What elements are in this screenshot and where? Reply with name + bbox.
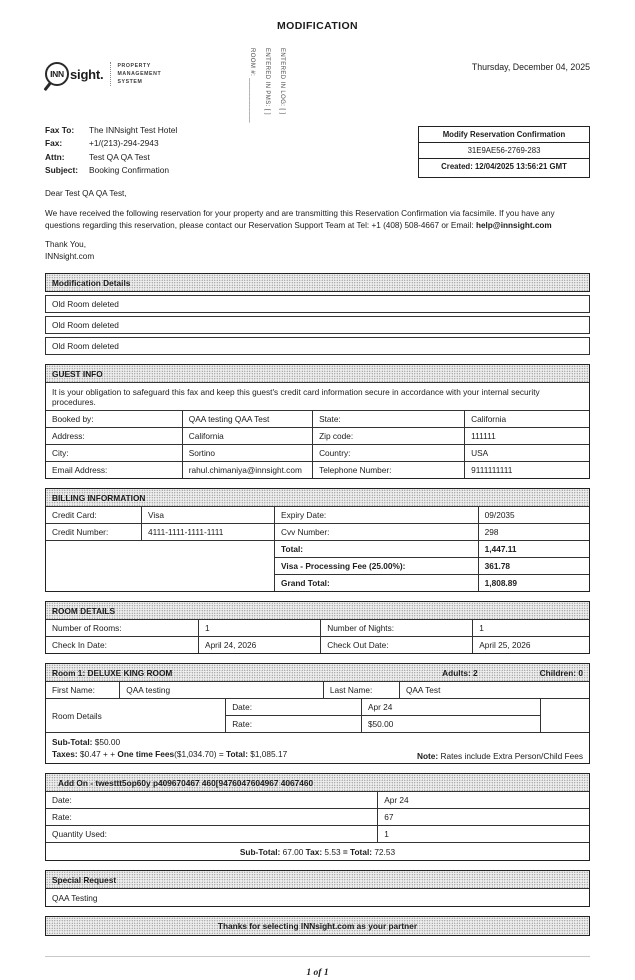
table-row <box>46 444 589 461</box>
fax-to-value: The INNsight Test Hotel <box>89 125 178 135</box>
tagline-line: MANAGEMENT <box>117 71 162 78</box>
document-date: Thursday, December 04, 2025 <box>471 62 590 72</box>
field-label: Number of Rooms: <box>52 623 122 634</box>
field-value: California <box>182 428 312 444</box>
first-name-value: QAA testing <box>119 682 323 698</box>
processing-fee-value: 361.78 <box>478 557 589 574</box>
note-text: Rates include Extra Person/Child Fees <box>438 750 583 761</box>
special-request-value: QAA Testing <box>46 888 589 906</box>
date-value: Apr 24 <box>361 699 540 715</box>
fax-header-row <box>45 124 590 178</box>
room-subtotal-row <box>46 732 589 763</box>
office-stamps <box>249 48 285 122</box>
taxes-value: $0.47 + + <box>77 749 118 760</box>
modification-row: Old Room deleted <box>45 337 590 355</box>
page-number: 1 of 1 <box>306 968 329 979</box>
attn-label: Attn: <box>45 151 65 162</box>
field-label: State: <box>312 411 464 427</box>
addon-subtotal-value: 67.00 <box>280 846 306 857</box>
field-value: Visa <box>141 507 274 523</box>
room-total-label: Total: <box>226 749 248 760</box>
field-value: 1 <box>377 826 589 842</box>
field-value: April 24, 2026 <box>198 637 320 653</box>
fax-number-label: Fax: <box>45 138 63 149</box>
empty-cell <box>540 699 589 732</box>
field-value: rahul.chimaniya@innsight.com <box>182 462 312 478</box>
modification-row: Old Room deleted <box>45 295 590 313</box>
field-value: Sortino <box>182 445 312 461</box>
addon-section <box>45 773 590 861</box>
last-name-label: Last Name: <box>323 682 399 698</box>
fax-number-value: +1/(213)-294-2943 <box>89 138 159 149</box>
rate-label: Rate: <box>225 715 361 732</box>
innsight-logo <box>45 62 161 86</box>
field-value: USA <box>464 445 589 461</box>
field-value: 09/2035 <box>478 507 589 523</box>
logo-tagline <box>110 62 161 86</box>
adults-count: Adults: 2 <box>442 667 478 678</box>
fax-to-label: Fax To: <box>45 125 75 135</box>
field-label: City: <box>52 448 69 459</box>
table-row <box>46 825 589 842</box>
total-value: 1,447.11 <box>478 541 589 557</box>
field-label: Booked by: <box>52 414 94 425</box>
subject-value: Booking Confirmation <box>89 165 170 176</box>
grand-total-label: Grand Total: <box>274 574 478 591</box>
confirmation-id: 31E9AE56-2769-283 <box>419 142 589 158</box>
guest-name-row <box>46 681 589 698</box>
room-number-stamp: ROOM #: ____________ <box>249 48 256 124</box>
room-total-value: $1,085.17 <box>247 749 288 760</box>
field-value: 9111111111 <box>464 462 589 478</box>
one-time-fees-value: ($1,034.70) = <box>174 749 226 760</box>
taxes-label: Taxes: <box>52 749 78 760</box>
addon-total-value: 72.53 <box>372 846 396 857</box>
special-request-section <box>45 870 590 907</box>
letter-closing <box>45 239 590 263</box>
modification-row: Old Room deleted <box>45 316 590 334</box>
signature: INNsight.com <box>45 252 95 262</box>
field-label: Check Out Date: <box>320 637 472 653</box>
processing-fee-label: Visa - Processing Fee (25.00%): <box>274 557 478 574</box>
special-request-header: Special Request <box>46 871 589 888</box>
field-label: Telephone Number: <box>312 462 464 478</box>
field-value: April 25, 2026 <box>472 637 589 653</box>
table-row <box>46 461 589 478</box>
field-label: Credit Card: <box>52 510 97 521</box>
table-row <box>46 427 589 444</box>
field-value: 1 <box>198 620 320 636</box>
letter-body <box>45 188 590 263</box>
billing-information-section <box>45 488 590 592</box>
table-row <box>46 808 589 825</box>
field-label: Email Address: <box>52 465 108 476</box>
rates-note <box>417 751 583 761</box>
document-header <box>45 46 590 122</box>
fax-recipient-block <box>45 124 177 178</box>
table-row <box>46 636 589 653</box>
page-footer <box>45 956 590 980</box>
addon-tax-label: Tax: <box>305 846 323 857</box>
first-name-label: First Name: <box>52 685 95 696</box>
field-value: 67 <box>377 809 589 825</box>
addon-tax-value: 5.53 <box>322 846 343 857</box>
field-label: Rate: <box>52 812 72 823</box>
room-subtotal-line <box>52 736 287 748</box>
modification-details-section <box>45 273 590 355</box>
children-count: Children: 0 <box>539 667 583 678</box>
confirmation-title: Modify Reservation Confirmation <box>442 130 566 139</box>
addon-subtotal-label: Sub-Total: <box>239 846 281 857</box>
field-label: Cvv Number: <box>274 524 478 540</box>
tagline-line: SYSTEM <box>117 79 143 86</box>
addon-total-label: = Total: <box>342 846 373 857</box>
field-value: 4111-1111-1111-1111 <box>141 524 274 540</box>
thank-you: Thank You, <box>45 240 86 250</box>
greeting: Dear Test QA QA Test, <box>45 188 127 198</box>
magnifier-icon <box>45 62 69 86</box>
subtotal-value: $50.00 <box>92 736 121 747</box>
modification-details-header: Modification Details <box>45 273 590 292</box>
field-label: Credit Number: <box>52 527 109 538</box>
field-value: California <box>464 411 589 427</box>
room-taxes-line <box>52 748 287 760</box>
field-value: 1 <box>472 620 589 636</box>
note-label: Note: <box>416 750 439 761</box>
guest-info-header: GUEST INFO <box>46 365 589 382</box>
date-label: Date: <box>225 699 361 715</box>
field-label: Address: <box>52 431 85 442</box>
table-row <box>46 791 589 808</box>
table-row <box>46 523 589 540</box>
empty-cell <box>46 541 274 591</box>
entered-in-log-stamp: ENTERED IN LOG: [ ] <box>279 48 286 115</box>
last-name-value: QAA Test <box>399 682 589 698</box>
room-details-header: ROOM DETAILS <box>46 602 589 619</box>
room-subtotal-lines <box>52 736 287 761</box>
reservation-confirmation-box <box>418 126 590 178</box>
guest-info-section <box>45 364 590 479</box>
rate-value: $50.00 <box>361 715 540 732</box>
field-label: Date: <box>52 795 72 806</box>
letter-text: We have received the following reservation for your property and are transmitting this Reservation Confirmation via facsimile. If you have any questions regarding this reservation, please contact our Reservation Support Team at Tel: +1 (408) 508-4667 or Email: <box>45 208 555 230</box>
one-time-fees-label: One time Fees <box>117 749 175 760</box>
letter-paragraph <box>45 208 590 232</box>
field-label: Number of Nights: <box>320 620 472 636</box>
table-row <box>46 410 589 427</box>
page-title: MODIFICATION <box>276 20 358 32</box>
security-notice: It is your obligation to safeguard this fax and keep this guest's credit card information secure in accordance with your internal security procedures. <box>46 382 589 410</box>
thanks-banner: Thanks for selecting INNsight.com as your partner <box>45 916 590 936</box>
room1-section <box>45 663 590 764</box>
tagline-line: PROPERTY <box>117 63 151 69</box>
addon-subtotal-row <box>46 842 589 860</box>
field-value: Apr 24 <box>377 792 589 808</box>
field-label: Check In Date: <box>52 640 107 651</box>
total-label: Total: <box>274 541 478 557</box>
field-label: Country: <box>312 445 464 461</box>
field-value: QAA testing QAA Test <box>182 411 312 427</box>
support-email: help@innsight.com <box>475 220 552 230</box>
field-value: 298 <box>478 524 589 540</box>
logo-inn-text: INN <box>50 69 64 80</box>
field-label: Expiry Date: <box>274 507 478 523</box>
entered-in-pms-stamp: ENTERED IN PMS: [ ] <box>264 48 271 115</box>
confirmation-created: Created: 12/04/2025 13:56:21 GMT <box>419 158 589 174</box>
subtotal-label: Sub-Total: <box>52 736 93 747</box>
billing-header: BILLING INFORMATION <box>46 489 589 506</box>
table-row <box>46 506 589 523</box>
room1-title: Room 1: DELUXE KING ROOM <box>52 667 173 678</box>
room-details-section <box>45 601 590 654</box>
billing-totals <box>46 540 589 591</box>
room1-header <box>46 664 589 681</box>
field-label: Zip code: <box>312 428 464 444</box>
attn-value: Test QA QA Test <box>89 151 150 162</box>
field-label: Quantity Used: <box>52 829 107 840</box>
subject-label: Subject: <box>45 165 79 176</box>
room-rate-table <box>46 698 589 732</box>
room-details-label: Room Details <box>52 710 102 721</box>
grand-total-value: 1,808.89 <box>478 574 589 591</box>
logo-brand-text: sight. <box>70 66 104 82</box>
addon-header: Add On - twesttt5op60y p409670467 460[9476047604967 4067460 <box>46 774 589 791</box>
table-row <box>46 619 589 636</box>
field-value: 111111 <box>464 428 589 444</box>
